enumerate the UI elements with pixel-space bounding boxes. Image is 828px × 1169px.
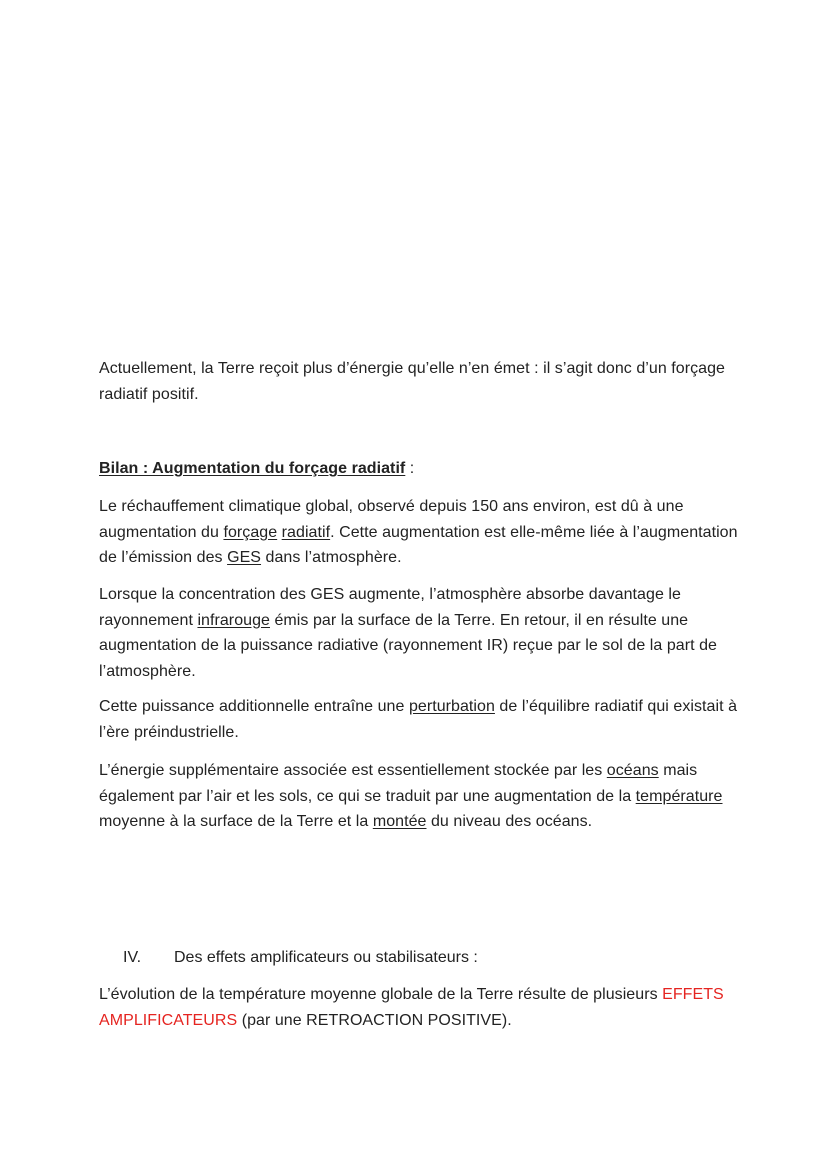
highlight-effets-amplificateurs: EFFETS AMPLIFICATEURS	[99, 986, 724, 1029]
intro-text: Actuellement, la Terre reçoit plus d’énergie qu’elle n’en émet : il s’agit donc d’un forçage radiatif positif.	[99, 360, 725, 403]
term-radiatif: radiatif	[281, 523, 331, 541]
section-heading	[123, 945, 478, 971]
term-oceans: océans	[606, 762, 659, 779]
term-montee: montée	[372, 813, 427, 830]
para4-text-3: moyenne à la surface de la Terre et la	[99, 813, 373, 830]
conclusion-text-1: L’évolution de la température moyenne globale de la Terre résulte de plusieurs	[99, 986, 663, 1003]
para4-text-1: L’énergie supplémentaire associée est essentiellement stockée par les	[99, 762, 607, 779]
section-title: Des effets amplificateurs ou stabilisateurs :	[174, 949, 478, 966]
para3-text-1: Cette puissance additionnelle entraîne une	[99, 698, 409, 715]
paragraph-ges-concentration	[99, 582, 739, 684]
term-infrarouge: infrarouge	[197, 611, 270, 629]
bilan-heading	[99, 456, 739, 482]
term-forcage: forçage	[223, 523, 278, 541]
bilan-heading-title: Bilan : Augmentation du forçage radiatif	[99, 460, 406, 477]
para1-text-1: Le réchauffement climatique global, observé depuis 150 ans environ, est dû à une augmentation du	[99, 498, 684, 541]
para1-text-4: dans l’atmosphère.	[261, 549, 402, 566]
para4-text-2: mais également par l’air et les sols, ce qui se traduit par une augmentation de la	[99, 762, 698, 805]
para2-text-2: émis par la surface de la Terre. En retour, il en résulte une augmentation de la puissance radiative (rayonnement IR) reçue par le sol de la part de l’atmosphère.	[99, 611, 717, 680]
term-perturbation: perturbation	[408, 698, 495, 715]
term-ges: GES	[227, 549, 262, 566]
para1-text-3: . Cette augmentation est elle-même liée à l’augmentation de l’émission des	[99, 523, 738, 566]
paragraph-energy-storage	[99, 758, 739, 835]
para3-text-2: de l’équilibre radiatif qui existait à l’ère préindustrielle.	[99, 698, 738, 741]
section-number: IV.	[123, 949, 142, 966]
paragraph-conclusion	[99, 982, 739, 1033]
paragraph-perturbation	[99, 694, 739, 745]
intro-paragraph	[99, 356, 739, 407]
bilan-heading-colon: :	[405, 460, 415, 477]
para4-text-4: du niveau des océans.	[426, 813, 593, 830]
term-temperature: température	[635, 787, 723, 805]
conclusion-text-2: (par une RETROACTION POSITIVE).	[237, 1011, 512, 1029]
paragraph-warming	[99, 494, 739, 571]
para2-text-1: Lorsque la concentration des GES augmente, l’atmosphère absorbe davantage le rayonnement	[99, 586, 681, 629]
